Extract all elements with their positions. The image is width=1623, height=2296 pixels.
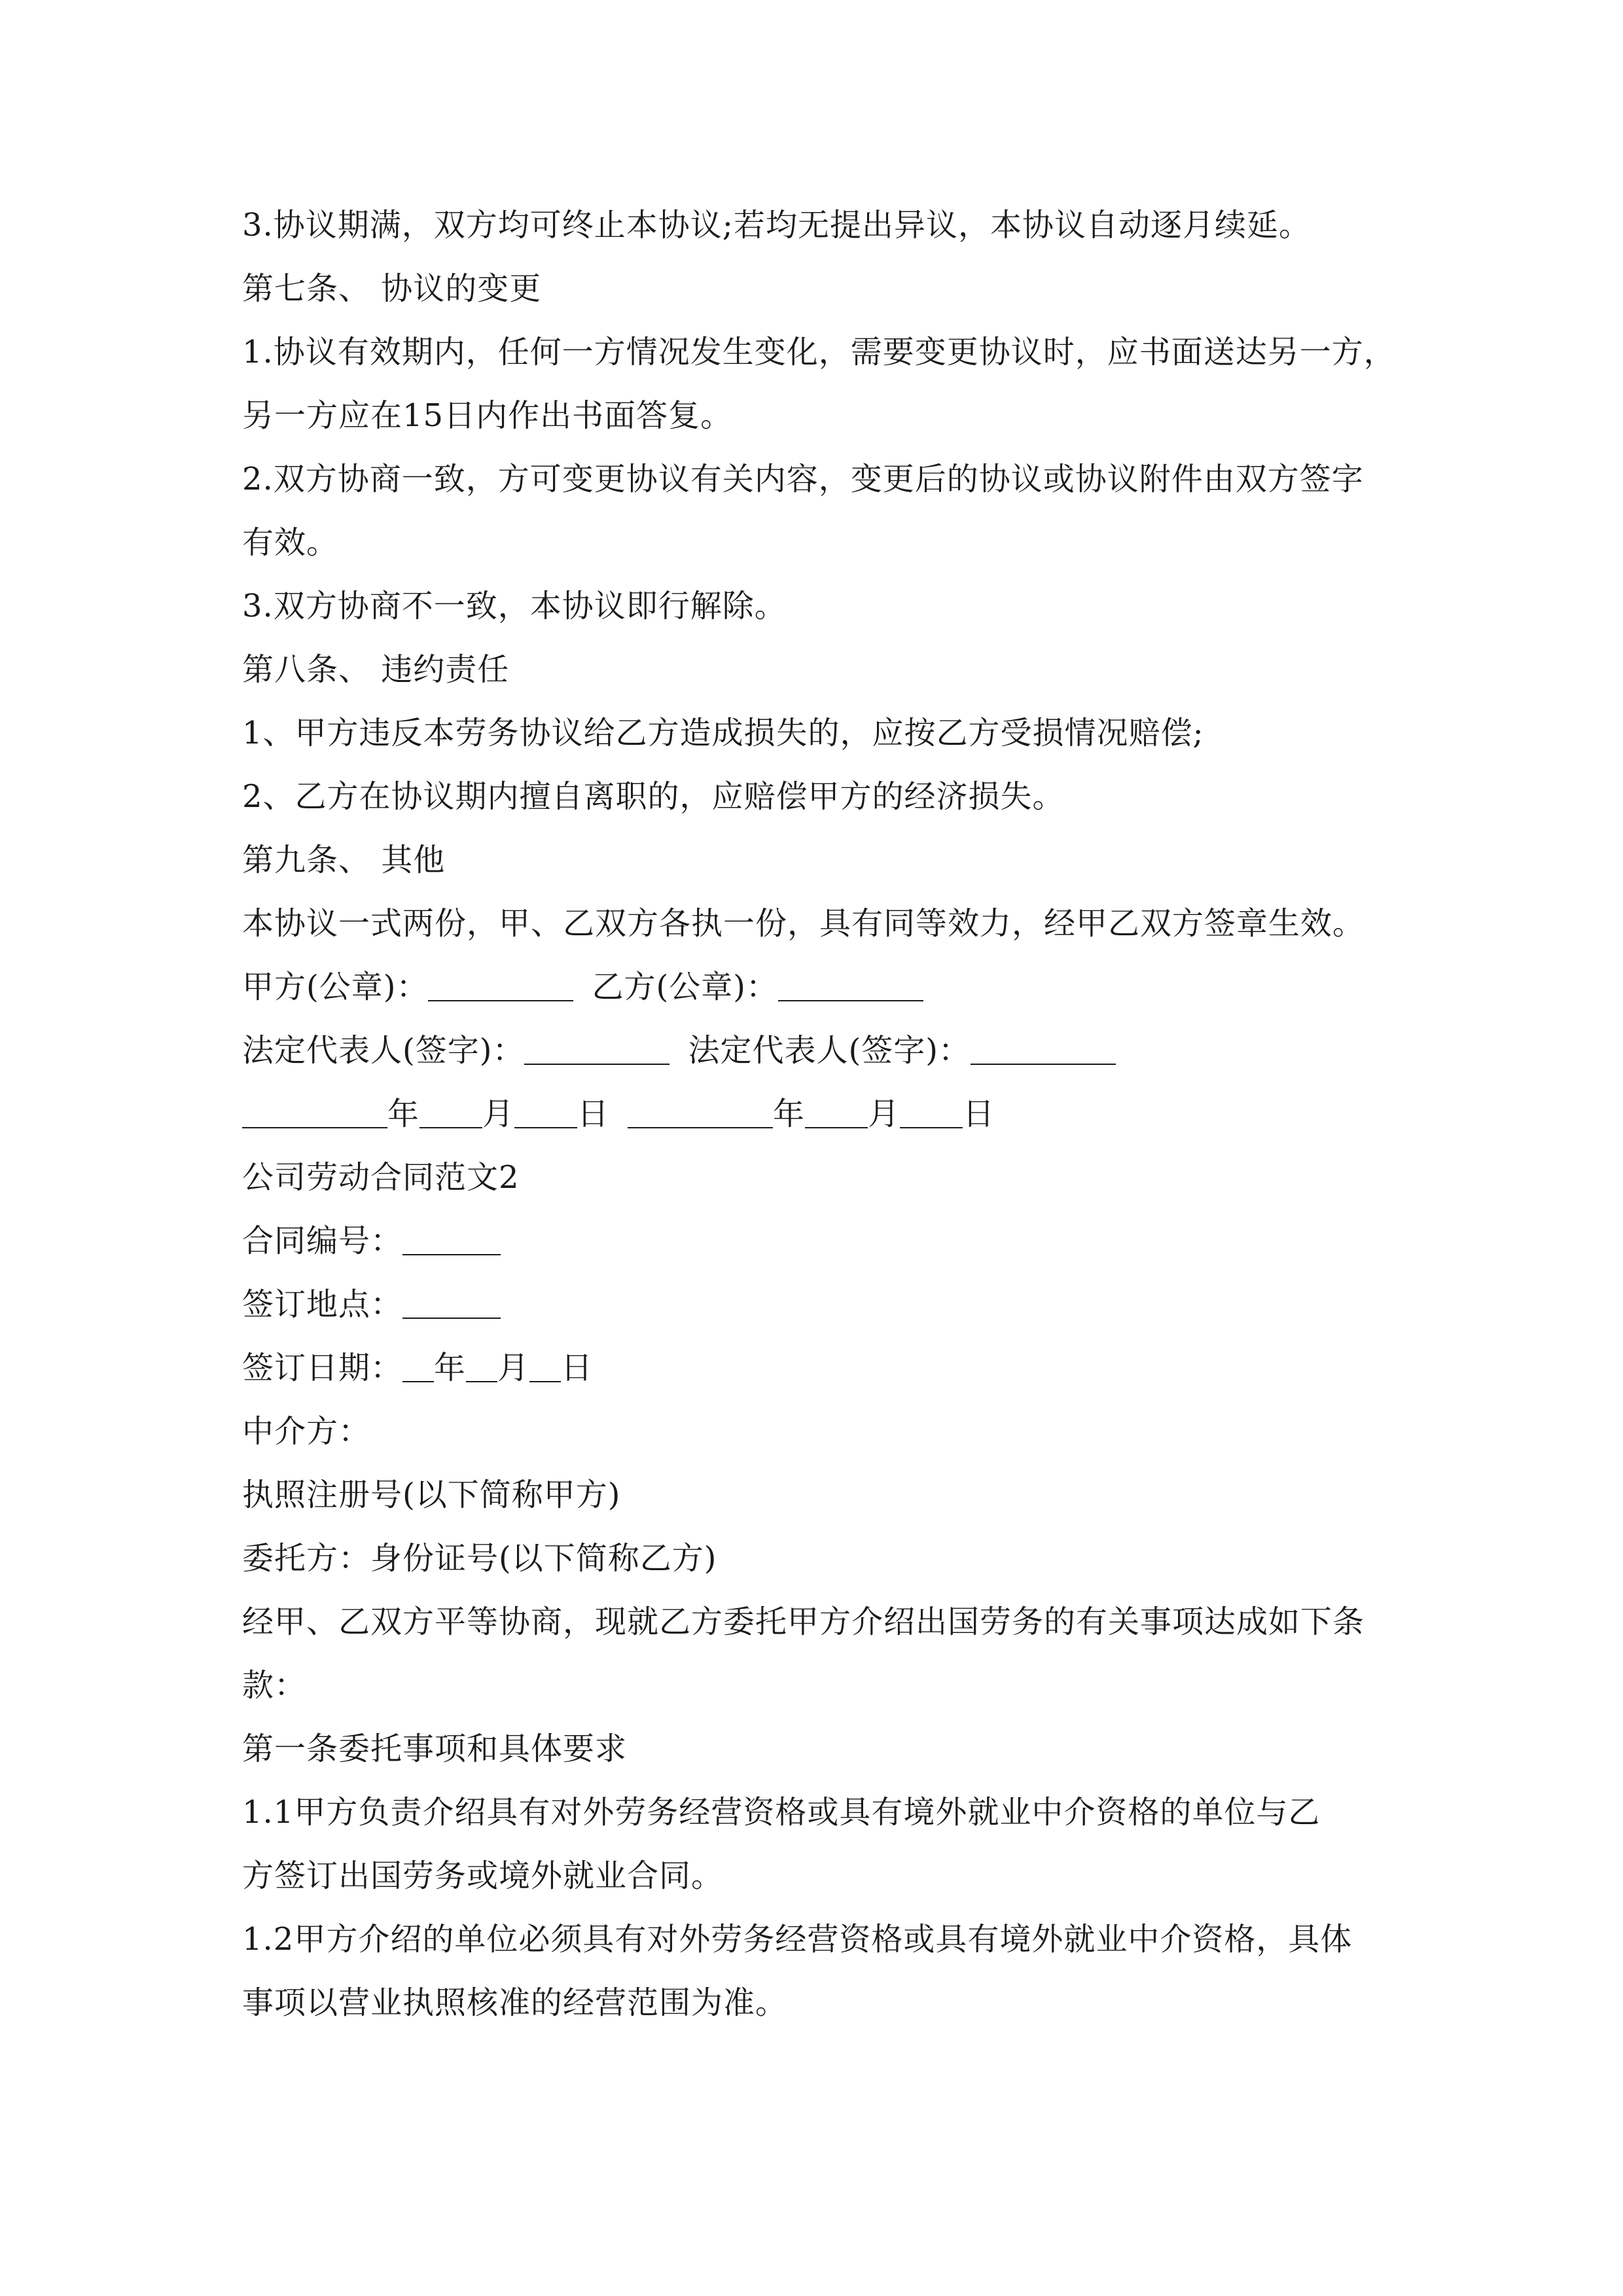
article-9-heading: 第九条、 其他 <box>242 842 446 878</box>
day-label: 日 <box>963 1096 995 1132</box>
year-blank <box>628 1097 773 1128</box>
document-page <box>242 194 1433 2035</box>
year-blank <box>402 1351 434 1382</box>
seal-line <box>242 956 1433 1019</box>
party-b-seal-blank <box>778 970 923 1001</box>
date-line <box>242 1083 1433 1146</box>
year-label: 年 <box>773 1096 806 1132</box>
text-line: 1、甲方违反本劳务协议给乙方造成损失的，应按乙方受损情况赔偿; <box>242 715 1204 751</box>
day-label: 日 <box>561 1350 594 1386</box>
text-line: 经甲、乙双方平等协商，现就乙方委托甲方介绍出国劳务的有关事项达成如下条 <box>242 1604 1365 1640</box>
rep-b-blank <box>971 1033 1116 1065</box>
contract-number-label: 合同编号： <box>242 1223 403 1259</box>
year-label: 年 <box>434 1350 467 1386</box>
text-line: 事项以营业执照核准的经营范围为准。 <box>242 1984 788 2021</box>
text-line: 1.1甲方负责介绍具有对外劳务经营资格或具有境外就业中介资格的单位与乙 <box>242 1794 1321 1831</box>
text-line: 2.双方协商一致，方可变更协议有关内容，变更后的协议或协议附件由双方签字 <box>242 461 1364 497</box>
text-line: 另一方应在15日内作出书面答复。 <box>242 397 733 434</box>
day-blank <box>900 1097 963 1128</box>
agency-line: 中介方： <box>242 1413 371 1450</box>
day-label: 日 <box>577 1096 610 1132</box>
year-blank <box>242 1097 387 1128</box>
sign-date-line <box>242 1336 1433 1400</box>
text-line: 2、乙方在协议期内擅自离职的，应赔偿甲方的经济损失。 <box>242 778 1065 815</box>
month-label: 月 <box>868 1096 901 1132</box>
rep-a-blank <box>524 1033 669 1065</box>
day-blank <box>529 1351 561 1382</box>
sign-place-line <box>242 1273 1433 1336</box>
rep-a-label: 法定代表人(签字)： <box>242 1032 525 1069</box>
text-line: 3.协议期满，双方均可终止本协议;若均无提出异议，本协议自动逐月续延。 <box>242 207 1311 243</box>
party-a-seal-label: 甲方(公章)： <box>242 969 429 1005</box>
contract-2-title: 公司劳动合同范文2 <box>242 1159 520 1196</box>
month-blank <box>419 1097 482 1128</box>
article-7-heading: 第七条、 协议的变更 <box>242 270 542 307</box>
article-1-heading: 第一条委托事项和具体要求 <box>242 1731 628 1767</box>
text-line: 款： <box>242 1667 307 1704</box>
month-blank <box>805 1097 868 1128</box>
article-8-heading: 第八条、 违约责任 <box>242 651 510 688</box>
text-line: 有效。 <box>242 524 339 561</box>
contract-number-blank <box>402 1224 501 1255</box>
month-blank <box>466 1351 497 1382</box>
representative-line <box>242 1019 1433 1083</box>
rep-b-label: 法定代表人(签字)： <box>688 1032 971 1069</box>
sign-place-label: 签订地点： <box>242 1286 403 1323</box>
day-blank <box>514 1097 577 1128</box>
sign-date-label: 签订日期： <box>242 1350 403 1386</box>
text-line: 本协议一式两份，甲、乙双方各执一份，具有同等效力，经甲乙双方签章生效。 <box>242 905 1365 942</box>
contract-number-line <box>242 1210 1433 1273</box>
license-line: 执照注册号(以下简称甲方) <box>242 1477 621 1513</box>
party-b-seal-label: 乙方(公章)： <box>592 969 778 1005</box>
text-line: 1.2甲方介绍的单位必须具有对外劳务经营资格或具有境外就业中介资格，具体 <box>242 1921 1353 1958</box>
client-line: 委托方：身份证号(以下简称乙方) <box>242 1540 717 1577</box>
text-line: 1.协议有效期内，任何一方情况发生变化，需要变更协议时，应书面送达另一方， <box>242 334 1396 370</box>
month-label: 月 <box>497 1350 530 1386</box>
month-label: 月 <box>482 1096 515 1132</box>
text-line: 方签订出国劳务或境外就业合同。 <box>242 1857 724 1894</box>
sign-place-blank <box>402 1287 501 1319</box>
party-a-seal-blank <box>428 970 573 1001</box>
year-label: 年 <box>387 1096 420 1132</box>
text-line: 3.双方协商不一致，本协议即行解除。 <box>242 588 787 624</box>
